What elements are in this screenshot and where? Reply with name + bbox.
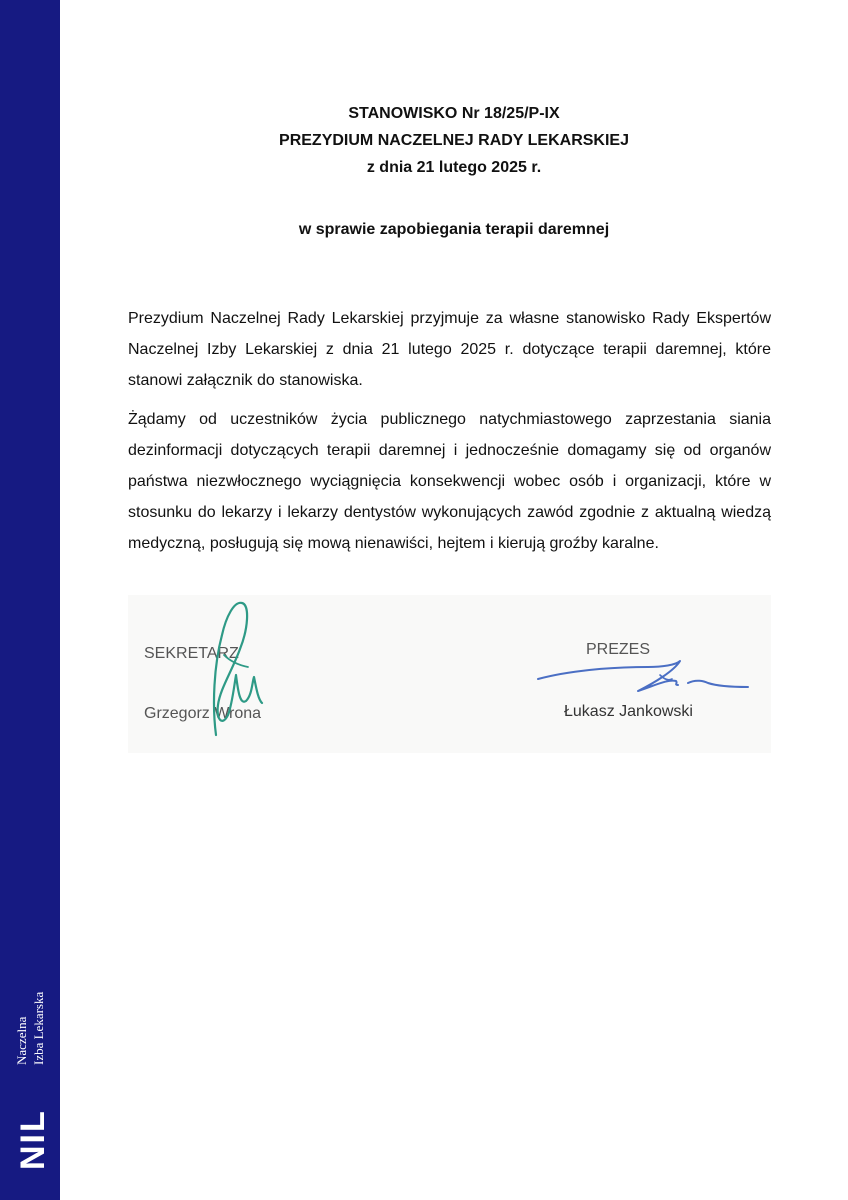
signature-block	[128, 595, 771, 753]
paragraph-1: Prezydium Naczelnej Rady Lekarskiej przyjmuje za własne stanowisko Rady Ekspertów Naczelnej Izby Lekarskiej z dnia 21 lutego 2025 r. dotyczące terapii daremnej, które stanowi załącznik do stanowiska.	[128, 310, 771, 389]
logo-acronym: NIL	[14, 1109, 52, 1170]
sidebar-stripe	[0, 0, 60, 1200]
document-date: z dnia 21 lutego 2025 r.	[366, 159, 542, 176]
logo-line1: Naczelna	[14, 1016, 29, 1065]
document-body	[128, 303, 771, 567]
nil-logo	[6, 965, 56, 1175]
issuing-body: PREZYDIUM NACZELNEJ RADY LEKARSKIEJ	[279, 132, 629, 149]
logo-line2: Izba Lekarska	[31, 991, 46, 1065]
secretary-role: SEKRETARZ	[144, 645, 239, 662]
document-subject: w sprawie zapobiegania terapii daremnej	[298, 221, 610, 238]
document-number: STANOWISKO Nr 18/25/P-IX	[348, 105, 560, 122]
president-signature-icon	[528, 645, 758, 705]
secretary-signature-icon	[168, 595, 278, 745]
paragraph-2: Żądamy od uczestników życia publicznego natychmiastowego zaprzestania siania dezinformacji dotyczących terapii daremnej i jednocześnie domagamy się od organów państwa niezwłocznego wyciągnięcia konsekwencji wobec osób i organizacji, które w stosunku do lekarzy i lekarzy dentystów wykonujących zawód zgodnie z aktualną wiedzą medyczną, posługują się mową nienawiści, hejtem i kierują groźby karalne.	[128, 411, 771, 552]
secretary-name: Grzegorz Wrona	[144, 705, 262, 722]
president-role: PREZES	[586, 641, 651, 658]
document-header	[60, 100, 848, 181]
president-name: Łukasz Jankowski	[564, 703, 693, 720]
